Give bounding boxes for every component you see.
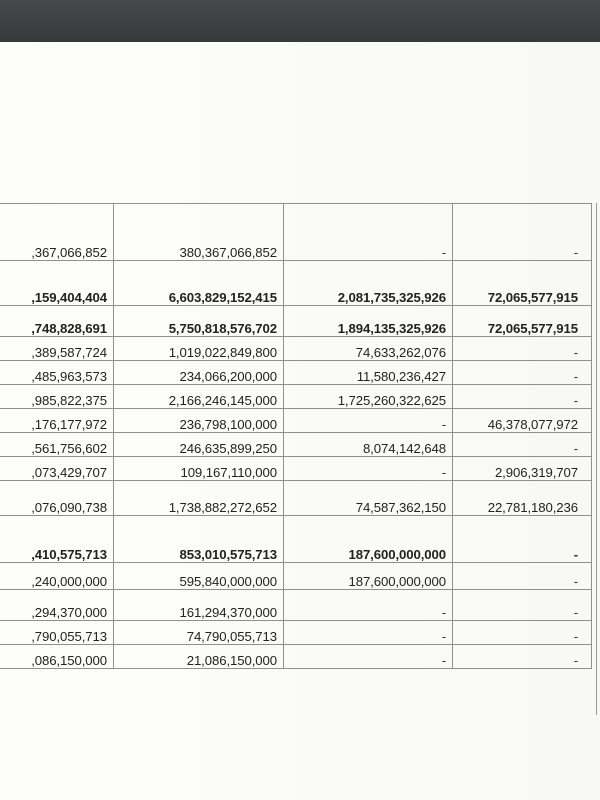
table-cell: 1,738,882,272,652	[114, 481, 284, 516]
table-cell: 380,367,066,852	[114, 204, 284, 261]
table-cell: 595,840,000,000	[114, 563, 284, 590]
table-row	[0, 337, 592, 361]
table-cell: -	[284, 590, 453, 621]
table-row	[0, 457, 592, 481]
table-cell: -	[453, 337, 592, 361]
table-cell: ,176,177,972	[0, 409, 114, 433]
table-cell: 236,798,100,000	[114, 409, 284, 433]
table-cell: -	[284, 409, 453, 433]
table-cell: 8,074,142,648	[284, 433, 453, 457]
table-cell: 72,065,577,915	[453, 306, 592, 337]
table-cell: -	[453, 563, 592, 590]
table-row	[0, 261, 592, 306]
table-cell: ,240,000,000	[0, 563, 114, 590]
table-cell: -	[453, 204, 592, 261]
table-cell: 22,781,180,236	[453, 481, 592, 516]
table-cell: ,410,575,713	[0, 516, 114, 563]
viewer-toolbar	[0, 0, 600, 43]
table-cell: 1,894,135,325,926	[284, 306, 453, 337]
table-cell: -	[453, 516, 592, 563]
table-row	[0, 409, 592, 433]
table-cell: -	[453, 645, 592, 669]
table-cell: 21,086,150,000	[114, 645, 284, 669]
table-cell: ,076,090,738	[0, 481, 114, 516]
table-cell: 11,580,236,427	[284, 361, 453, 385]
table-row	[0, 563, 592, 590]
table-cell: -	[453, 433, 592, 457]
financial-table	[0, 203, 592, 669]
table-cell: ,294,370,000	[0, 590, 114, 621]
table-cell: 161,294,370,000	[114, 590, 284, 621]
table-row	[0, 516, 592, 563]
table-cell: 246,635,899,250	[114, 433, 284, 457]
table-row	[0, 433, 592, 457]
table-cell: 2,166,246,145,000	[114, 385, 284, 409]
table-cell: -	[284, 204, 453, 261]
table-cell: 2,081,735,325,926	[284, 261, 453, 306]
table-row	[0, 645, 592, 669]
table-cell: -	[284, 621, 453, 645]
table-cell: 74,790,055,713	[114, 621, 284, 645]
table-cell: ,485,963,573	[0, 361, 114, 385]
table-cell: 2,906,319,707	[453, 457, 592, 481]
table-row	[0, 361, 592, 385]
table-cell: -	[453, 385, 592, 409]
table-cell: 234,066,200,000	[114, 361, 284, 385]
table-cell: 109,167,110,000	[114, 457, 284, 481]
table-next-column-edge	[596, 203, 600, 715]
table-cell: 187,600,000,000	[284, 563, 453, 590]
table-row	[0, 204, 592, 261]
table-cell: 46,378,077,972	[453, 409, 592, 433]
table-cell: 74,587,362,150	[284, 481, 453, 516]
table-cell: 187,600,000,000	[284, 516, 453, 563]
table-cell: 1,019,022,849,800	[114, 337, 284, 361]
table-cell: 5,750,818,576,702	[114, 306, 284, 337]
table-row	[0, 481, 592, 516]
table-cell: -	[284, 645, 453, 669]
table-row	[0, 306, 592, 337]
table-row	[0, 621, 592, 645]
table-cell: ,389,587,724	[0, 337, 114, 361]
table-cell: 72,065,577,915	[453, 261, 592, 306]
table-cell: ,748,828,691	[0, 306, 114, 337]
table-cell: ,073,429,707	[0, 457, 114, 481]
table-cell: -	[453, 621, 592, 645]
table-cell: ,159,404,404	[0, 261, 114, 306]
table-cell: -	[453, 361, 592, 385]
table-cell: ,086,150,000	[0, 645, 114, 669]
table-cell: ,790,055,713	[0, 621, 114, 645]
table-cell: 74,633,262,076	[284, 337, 453, 361]
table-cell: ,561,756,602	[0, 433, 114, 457]
table-row	[0, 590, 592, 621]
table-cell: 1,725,260,322,625	[284, 385, 453, 409]
table-cell: ,367,066,852	[0, 204, 114, 261]
table-cell: 853,010,575,713	[114, 516, 284, 563]
table-cell: 6,603,829,152,415	[114, 261, 284, 306]
table-row	[0, 385, 592, 409]
table-cell: -	[284, 457, 453, 481]
table-cell: ,985,822,375	[0, 385, 114, 409]
table-cell: -	[453, 590, 592, 621]
financial-table-body	[0, 204, 592, 669]
